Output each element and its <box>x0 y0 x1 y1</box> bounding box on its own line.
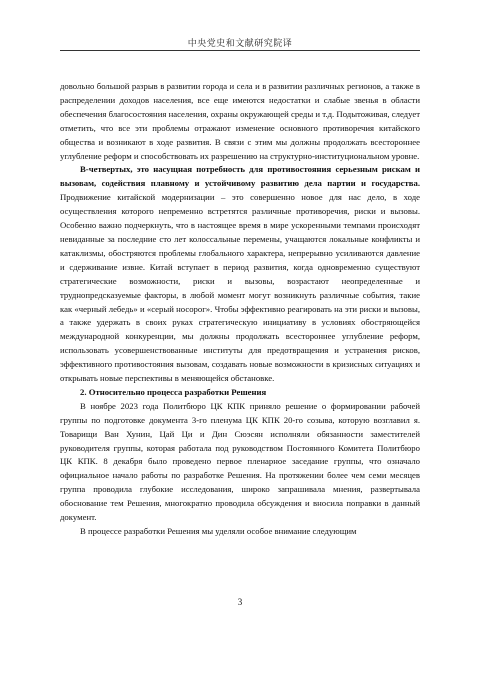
page-number: 3 <box>237 597 243 607</box>
paragraph-2 <box>60 163 420 386</box>
body-text <box>60 80 420 539</box>
section-heading: 2. Относительно процесса разработки Решения <box>80 386 267 397</box>
paragraph-4: В процессе разработки Решения мы уделяли особое внимание следующим <box>80 526 357 536</box>
paragraph-1: довольно большой разрыв в развитии города и села и в развитии различных регионов, а также в распределении доходов населения, все еще имеются недостатки и слабые звенья в области обеспечения благосостояния населения, охраны окружающей среды и т.д. Подытоживая, следует отметить, что все эти проблемы отражают изменение основного противоречия китайского общества и возникают в ходе развития. В связи с этим мы должны продолжать всестороннее углубление реформ и способствовать их разрешению на структурно-институциональном уровне. <box>60 81 420 161</box>
paragraph-2-lead: В-четвертых, это насущная потребность для противостояния серьезным рискам и вызовам, содействия плавному и устойчивому развитию дела партии и государства. <box>60 164 420 189</box>
running-header: 中央党史和文献研究院译 <box>187 38 293 48</box>
paragraph-2-text: Продвижение китайской модернизации – это совершенно новое для нас дело, в ходе осуществления которого непременно встретятся различные противоречия, риски и вызовы. Особенно важно подчеркнуть, что в настоящее время в мире ускоренными темпами происходят невиданные за последние сто лет колоссальные перемены, учащаются локальные конфликты и катаклизмы, обостряются проблемы глобального характера, непрерывно усиливаются давление и сдерживание извне. Китай вступает в период развития, когда одновременно существуют стратегические возможности, риски и вызовы, возрастают неопределенные и труднопредсказуемые факторы, в любой момент могут возникнуть различные события, такие как «черный лебедь» и «серый носорог». Чтобы эффективно реагировать на эти риски и вызовы, а также удержать в своих руках стратегическую инициативу в условиях обостряющейся международной конкуренции, мы должны продолжать всестороннее углубление реформ, использовать усовершенствованные институты для предотвращения и устранения рисков, эффективного противостояния вызовам, создавать новые возможности в кризисных ситуациях и открывать новые перспективы в меняющейся обстановке. <box>60 192 420 384</box>
paragraph-3: В ноябре 2023 года Политбюро ЦК КПК приняло решение о формировании рабочей группы по подготовке документа 3-го пленума ЦК КПК 20-го созыва, которую возглавил я. Товарищи Ван Хунин, Цай Ци и Дин Сюэсян исполняли обязанности заместителей руководителя группы, которая работала под руководством Постоянного Комитета Политбюро ЦК КПК. 8 декабря было проведено первое пленарное заседание группы, что означало официальное начало работы по разработке Решения. На протяжении более чем семи месяцев группа проводила глубокие исследования, широко запрашивала мнения, развертывала обоснование тем Решения, многократно проводила обсуждения и вносила поправки в данный документ. <box>60 400 420 523</box>
header-divider <box>60 50 420 51</box>
